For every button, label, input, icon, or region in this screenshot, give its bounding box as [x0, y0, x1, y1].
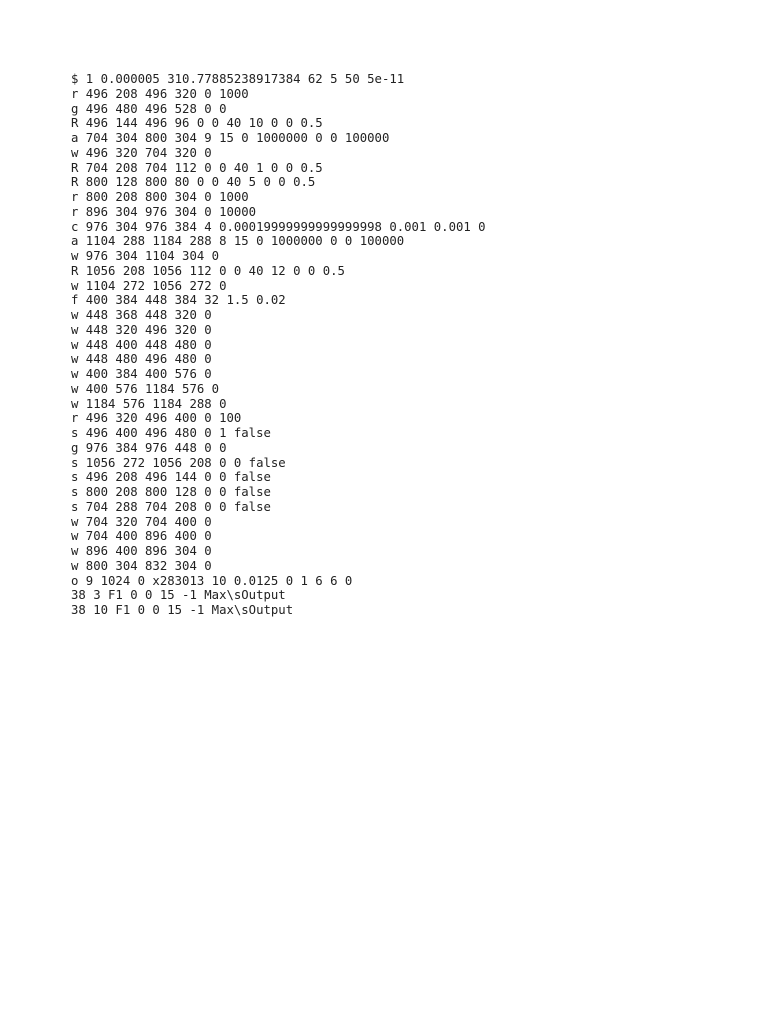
document-text [71, 72, 751, 618]
text-line: g 976 384 976 448 0 0 [71, 440, 227, 455]
text-line: r 896 304 976 304 0 10000 [71, 204, 257, 219]
text-line: s 496 208 496 144 0 0 false [71, 470, 271, 485]
text-line: 38 10 F1 0 0 15 -1 Max\sOutput [71, 603, 294, 617]
text-line: r 800 208 800 304 0 1000 [71, 190, 249, 204]
text-line: r 496 208 496 320 0 1000 [71, 86, 249, 101]
text-line: w 1184 576 1184 288 0 [71, 396, 227, 411]
text-line: r 496 320 496 400 0 100 [71, 411, 242, 426]
text-line: w 448 480 496 480 0 [71, 352, 212, 367]
text-line: w 496 320 704 320 0 [71, 145, 212, 160]
text-line: w 896 400 896 304 0 [71, 544, 212, 558]
text-line: R 704 208 704 112 0 0 40 1 0 0 0.5 [71, 160, 323, 175]
text-line: w 448 320 496 320 0 [71, 322, 212, 337]
text-line: a 704 304 800 304 9 15 0 1000000 0 0 100000 [71, 131, 390, 145]
text-line: w 400 384 400 576 0 [71, 367, 212, 381]
text-line: w 704 320 704 400 0 [71, 514, 212, 529]
text-line: R 1056 208 1056 112 0 0 40 12 0 0 0.5 [71, 263, 345, 278]
text-line: w 448 368 448 320 0 [71, 308, 212, 322]
text-line: f 400 384 448 384 32 1.5 0.02 [71, 293, 286, 308]
text-line: g 496 480 496 528 0 0 [71, 101, 227, 116]
text-line: w 976 304 1104 304 0 [71, 249, 220, 263]
text-line: s 496 400 496 480 0 1 false [71, 426, 271, 440]
text-line: R 800 128 800 80 0 0 40 5 0 0 0.5 [71, 175, 316, 190]
text-line: c 976 304 976 384 4 0.00019999999999999998 0.001 0.001 0 [71, 219, 486, 234]
text-line: w 800 304 832 304 0 [71, 558, 212, 573]
text-line: $ 1 0.000005 310.77885238917384 62 5 50 5e-11 [71, 72, 405, 86]
text-line: s 704 288 704 208 0 0 false [71, 499, 271, 514]
text-line: w 704 400 896 400 0 [71, 529, 212, 544]
text-line: s 800 208 800 128 0 0 false [71, 485, 271, 499]
text-line: R 496 144 496 96 0 0 40 10 0 0 0.5 [71, 116, 323, 131]
text-line: o 9 1024 0 x283013 10 0.0125 0 1 6 6 0 [71, 573, 353, 588]
text-line: w 1104 272 1056 272 0 [71, 278, 227, 293]
text-line: w 448 400 448 480 0 [71, 337, 212, 352]
text-line: w 400 576 1184 576 0 [71, 381, 220, 396]
text-line: a 1104 288 1184 288 8 15 0 1000000 0 0 100000 [71, 234, 405, 249]
text-line: 38 3 F1 0 0 15 -1 Max\sOutput [71, 588, 286, 603]
text-line: s 1056 272 1056 208 0 0 false [71, 455, 286, 470]
